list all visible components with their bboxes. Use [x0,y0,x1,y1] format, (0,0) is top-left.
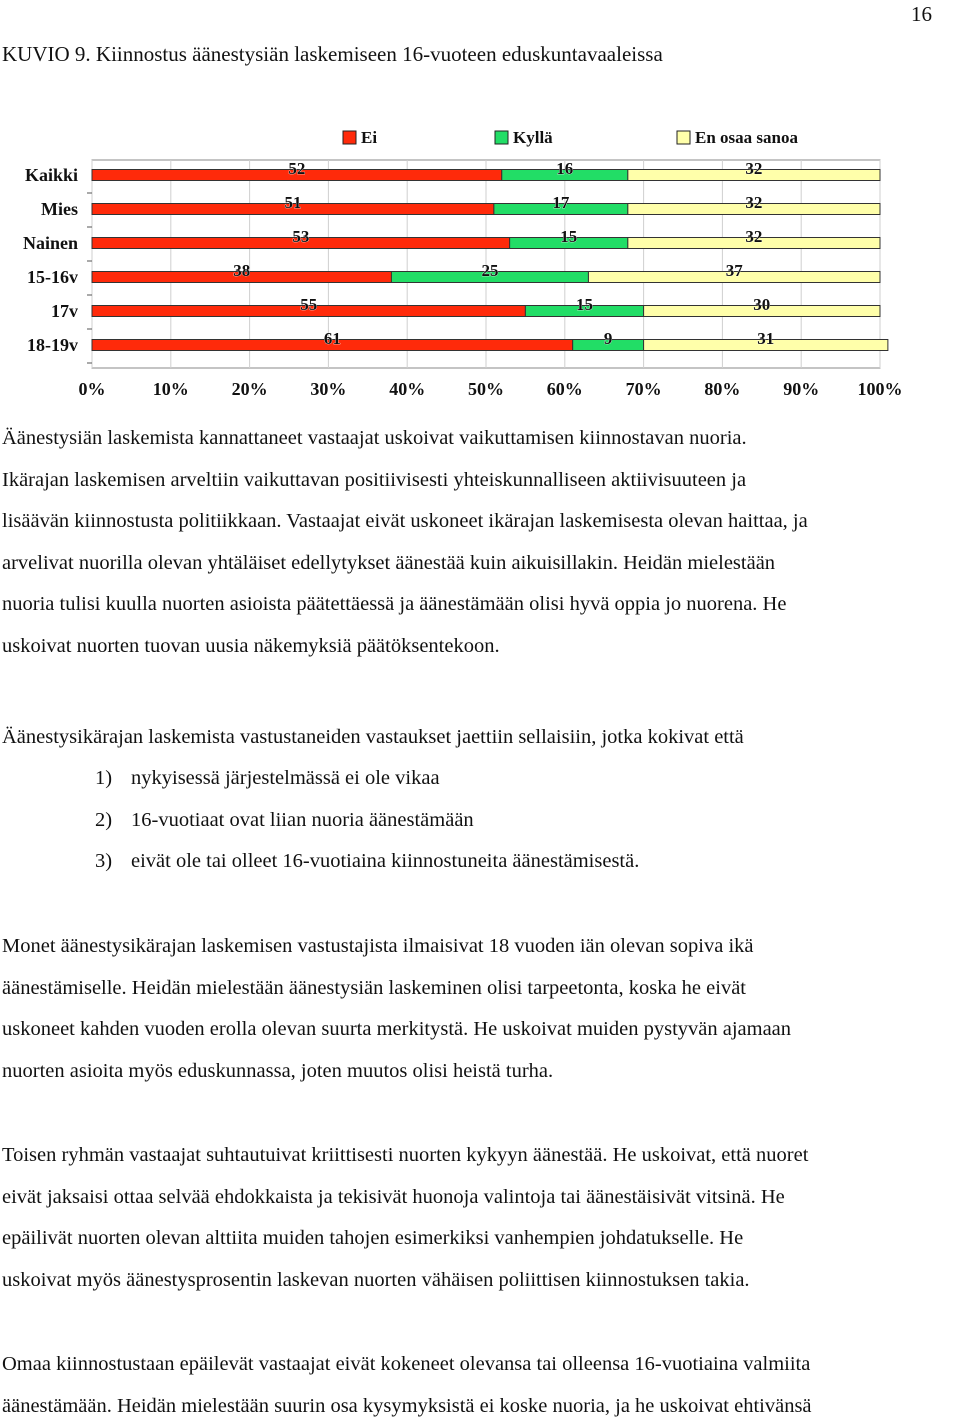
category-label: 18-19v [27,335,78,355]
paragraph-line: epäilivät nuorten olevan alttiita muiden tahojen esimerkiksi vanhempien johdatukselle. He [2,1218,960,1260]
data-label: 16 [556,159,573,178]
paragraph-line: nuoria tulisi kuulla nuorten asioista päätettäessä ja äänestämään olisi hyvä oppia jo nuorena. He [2,584,960,626]
paragraph-2 [2,717,960,759]
data-label: 55 [300,295,317,314]
paragraph-line: uskoneet kahden vuoden erolla olevan suurta merkitystä. He uskoivat muiden pystyvän ajamaan [2,1009,960,1051]
legend-swatch [677,131,690,144]
x-tick-label: 100% [858,379,903,399]
data-label: 52 [288,159,305,178]
data-label: 53 [292,227,309,246]
stacked-bar-chart [0,118,960,408]
data-label: 51 [284,193,301,212]
list-item [95,800,639,842]
paragraph-line: Omaa kiinnostustaan epäilevät vastaajat eivät kokeneet olevansa tai olleensa 16-vuotiaina valmiita [2,1344,960,1386]
list-text: eivät ole tai olleet 16-vuotiaina kiinnostuneita äänestämisestä. [131,850,639,872]
paragraph-line: Äänestysikärajan laskemista vastustaneiden vastaukset jaettiin sellaisiin, jotka kokivat että [2,717,960,759]
legend-label: En osaa sanoa [695,128,798,147]
paragraph-5 [2,1344,960,1427]
x-tick-label: 40% [389,379,425,399]
list-number: 3) [95,841,131,883]
x-tick-label: 20% [232,379,268,399]
x-tick-label: 60% [547,379,583,399]
x-tick-label: 0% [79,379,106,399]
x-tick-label: 30% [310,379,346,399]
legend-swatch [495,131,508,144]
x-tick-label: 80% [704,379,740,399]
category-label: Kaikki [25,165,78,185]
data-label: 31 [757,329,774,348]
paragraph-line: lisäävän kiinnostusta politiikkaan. Vastaajat eivät uskoneet ikärajan laskemisesta olevan haittaa, ja [2,501,960,543]
figure-caption: KUVIO 9. Kiinnostus äänestysiän laskemiseen 16-vuoteen eduskuntavaaleissa [2,42,663,67]
paragraph-line: äänestämään. Heidän mielestään suurin osa kysymyksistä ei koske nuoria, ja he uskoivat ehtivänsä [2,1386,960,1427]
x-tick-label: 50% [468,379,504,399]
list-text: 16-vuotiaat ovat liian nuoria äänestämään [131,809,474,831]
data-label: 17 [552,193,570,212]
x-tick-label: 70% [626,379,662,399]
legend-label: Kyllä [513,128,553,147]
data-label: 25 [481,261,498,280]
legend-swatch [343,131,356,144]
data-label: 32 [745,227,762,246]
data-label: 38 [233,261,250,280]
paragraph-line: Äänestysiän laskemista kannattaneet vastaajat uskoivat vaikuttamisen kiinnostavan nuoria. [2,418,960,460]
data-label: 9 [604,329,613,348]
legend-label: Ei [361,128,377,147]
paragraph-line: arvelivat nuorilla olevan yhtäläiset edellytykset äänestää kuin aikuisillakin. Heidän mielestään [2,543,960,585]
paragraph-line: nuorten asioita myös eduskunnassa, joten muutos olisi heistä turha. [2,1051,960,1093]
paragraph-line: uskoivat nuorten tuovan uusia näkemyksiä päätöksentekoon. [2,626,960,668]
data-label: 61 [324,329,341,348]
paragraph-1 [2,418,960,667]
paragraph-line: Monet äänestysikärajan laskemisen vastustajista ilmaisivat 18 vuoden iän olevan sopiva ikä [2,926,960,968]
paragraph-4 [2,1135,960,1301]
list-item [95,758,639,800]
data-label: 32 [745,159,762,178]
list-item [95,841,639,883]
category-label: Nainen [23,233,78,253]
category-label: 17v [51,301,78,321]
data-label: 30 [753,295,770,314]
paragraph-3 [2,926,960,1092]
paragraph-line: uskoivat myös äänestysprosentin laskevan nuorten vähäisen poliittisen kiinnostuksen takia. [2,1260,960,1302]
category-label: Mies [41,199,78,219]
page-number: 16 [911,2,932,27]
list-number: 1) [95,758,131,800]
paragraph-line: Toisen ryhmän vastaajat suhtautuivat kriittisesti nuorten kykyyn äänestää. He uskoivat, että nuoret [2,1135,960,1177]
data-label: 37 [726,261,744,280]
paragraph-line: Ikärajan laskemisen arveltiin vaikuttavan positiivisesti yhteiskunnalliseen aktiivisuuteen ja [2,460,960,502]
numbered-list [95,758,639,883]
data-label: 32 [745,193,762,212]
paragraph-line: äänestämiselle. Heidän mielestään äänestysiän laskeminen olisi tarpeetonta, koska he eivät [2,968,960,1010]
data-label: 15 [560,227,577,246]
category-label: 15-16v [27,267,78,287]
x-tick-label: 10% [153,379,189,399]
data-label: 15 [576,295,593,314]
x-tick-label: 90% [783,379,819,399]
list-number: 2) [95,800,131,842]
list-text: nykyisessä järjestelmässä ei ole vikaa [131,767,440,789]
paragraph-line: eivät jaksaisi ottaa selvää ehdokkaista ja tekisivät huonoja valintoja tai äänestäisivät vitsinä. He [2,1177,960,1219]
